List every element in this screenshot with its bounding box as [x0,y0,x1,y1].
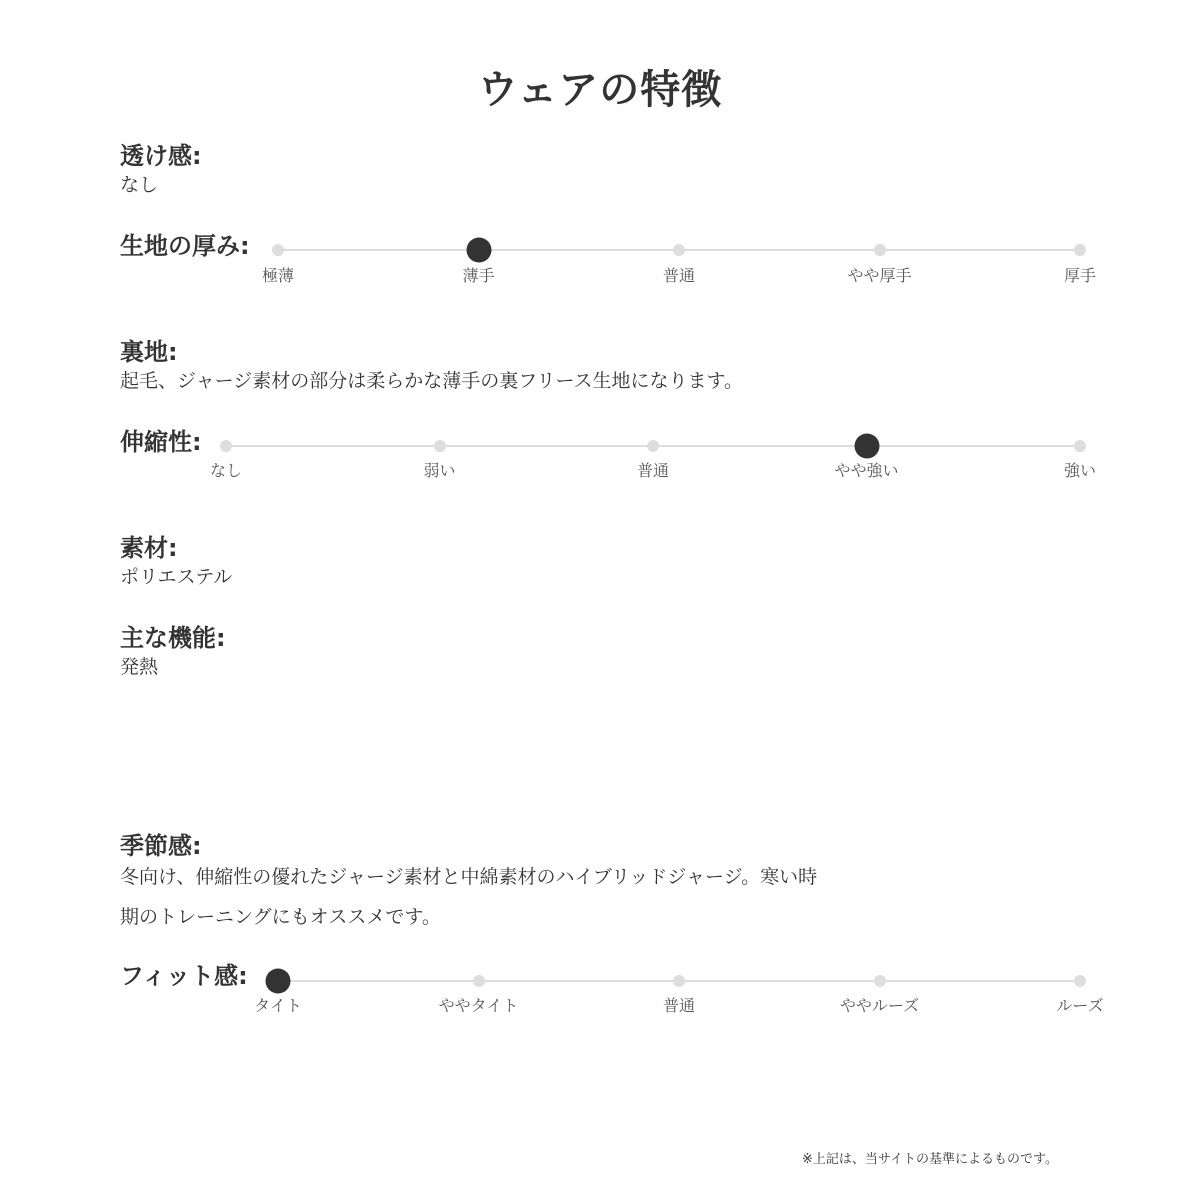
fit-scale-option-label: タイト [254,996,302,1015]
page-title: ウェアの特徴 [477,67,723,113]
fit-scale-option-label: ややルーズ [839,996,920,1015]
fit-scale-option-label: 普通 [662,996,696,1015]
lining-value: 起毛、ジャージ素材の部分は柔らかな薄手の裏フリース生地になります。 [120,370,744,392]
stretch-scale-point [220,440,232,452]
footnote: ※上記は、当サイトの基準によるものです。 [802,1152,1058,1167]
fit-scale-option-label: ルーズ [1056,996,1104,1015]
stretch-scale-option-label: なし [209,461,243,480]
fit-scale-point [1074,975,1086,987]
thickness-scale-option-label: 薄手 [462,266,495,285]
stretch-scale-point [647,440,659,452]
fit-scale-point [673,975,685,987]
functions-label: 主な機能: [120,624,226,652]
sheerness-label: 透け感: [120,142,202,170]
stretch-scale-option-label: 普通 [636,461,670,480]
stretch-scale-point-selected [854,434,879,459]
thickness-scale-point [1074,244,1086,256]
fit-scale-point [473,975,485,987]
material-label: 素材: [120,534,178,562]
season-text-line-1: 冬向け、伸縮性の優れたジャージ素材と中綿素材のハイブリッドジャージ。寒い時 [120,866,818,888]
fit-scale-option-label: ややタイト [438,996,519,1015]
thickness-scale-option-label: やや厚手 [847,266,912,285]
material-value: ポリエステル [120,566,233,588]
thickness-scale-option-label: 極薄 [261,266,295,285]
thickness-scale-point [272,244,284,256]
lining-label: 裏地: [120,338,178,366]
season-label: 季節感: [120,832,202,860]
thickness-scale-point [673,244,685,256]
thickness-scale-option-label: 普通 [662,266,696,285]
season-text-line-2: 期のトレーニングにもオススメです。 [120,906,441,928]
fit-scale-point-selected [266,969,291,994]
stretch-scale-point [434,440,446,452]
fit-label: フィット感: [120,962,248,990]
stretch-scale-option-label: やや強い [834,461,899,480]
thickness-scale-option-label: 厚手 [1063,266,1097,285]
stretch-label: 伸縮性: [120,428,202,456]
thickness-scale-point-selected [466,238,491,263]
sheerness-value: なし [120,174,159,196]
stretch-scale-point [1074,440,1086,452]
thickness-label: 生地の厚み: [120,232,250,260]
stretch-scale-option-label: 弱い [423,461,456,480]
fit-scale-point [874,975,886,987]
stretch-scale-option-label: 強い [1063,461,1097,480]
thickness-scale-point [874,244,886,256]
functions-value: 発熱 [120,656,159,678]
